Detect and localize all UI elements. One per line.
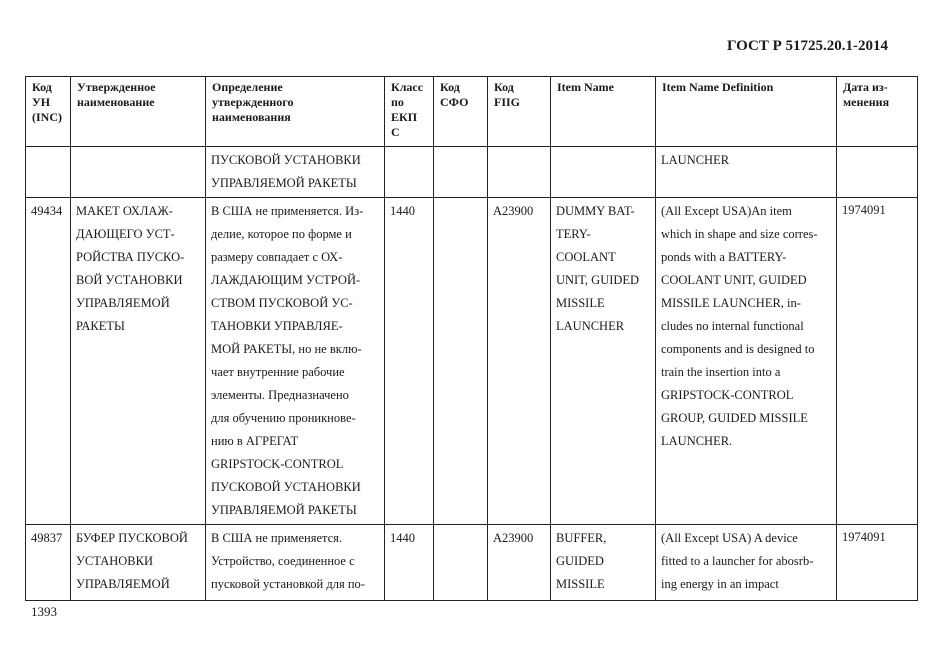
- cell-line: ПУСКОВОЙ УСТАНОВКИ: [211, 153, 361, 167]
- cell-line: МОЙ РАКЕТЫ, но не вклю-: [211, 342, 362, 356]
- document-id: ГОСТ Р 51725.20.1-2014: [726, 38, 888, 54]
- col-inc-cell: [26, 147, 71, 198]
- cell-line: пусковой установкой для по-: [211, 577, 365, 591]
- cell-value: 1974091: [842, 203, 886, 217]
- cell-value: A23900: [493, 531, 534, 545]
- header-line: наименование: [77, 95, 155, 109]
- cell-line: нию в АГРЕГАТ: [211, 434, 299, 448]
- cell-line: В США не применяется. Из-: [211, 204, 364, 218]
- cell-line: (All Except USA) A device: [661, 531, 798, 545]
- header-line: ЕКП: [391, 110, 418, 124]
- header-line: FIIG: [494, 95, 521, 109]
- cell-line: УПРАВЛЯЕМОЙ РАКЕТЫ: [211, 176, 357, 190]
- cell-line: (All Except USA)An item: [661, 204, 792, 218]
- cell-value: 1974091: [842, 530, 886, 544]
- col-inc-header: [26, 77, 71, 147]
- cell-value: 49837: [31, 531, 63, 545]
- cell-line: РОЙСТВА ПУСКО-: [76, 250, 185, 264]
- col-item-definition-header: [656, 77, 837, 147]
- col-name-header: [71, 77, 206, 147]
- col-item-definition-cell: [656, 525, 837, 601]
- cell-line: для обучению проникнове-: [211, 411, 356, 425]
- header-line: Код: [440, 80, 460, 94]
- cell-line: УПРАВЛЯЕМОЙ РАКЕТЫ: [211, 503, 357, 517]
- cell-line: БУФЕР ПУСКОВОЙ: [76, 531, 188, 545]
- col-item-name-cell: [551, 525, 656, 601]
- col-date-cell: [837, 525, 918, 601]
- cell-line: UNIT, GUIDED: [556, 273, 640, 287]
- cell-value: 1440: [390, 531, 415, 545]
- cell-line: MISSILE: [556, 296, 605, 310]
- cell-line: train the insertion into a: [661, 365, 781, 379]
- cell-line: DUMMY BAT-: [556, 204, 635, 218]
- col-fiig-cell: [488, 525, 551, 601]
- cell-line: МАКЕТ ОХЛАЖ-: [76, 204, 173, 218]
- col-fiig-cell: [488, 147, 551, 198]
- header-line: С: [391, 125, 400, 139]
- header-line: Дата из-: [843, 80, 888, 94]
- header-line: по: [391, 95, 404, 109]
- cell-line: делие, которое по форме и: [211, 227, 352, 241]
- col-ekps-cell: [385, 147, 434, 198]
- table-row: [26, 525, 918, 601]
- header-line: Item Name Definition: [662, 80, 774, 94]
- col-name-cell: [71, 198, 206, 525]
- col-sfo-cell: [434, 525, 488, 601]
- col-sfo-header: [434, 77, 488, 147]
- header-line: Определение: [212, 80, 283, 94]
- cell-line: LAUNCHER: [556, 319, 625, 333]
- table-row: [26, 147, 918, 198]
- cell-line: ДАЮЩЕГО УСТ-: [76, 227, 175, 241]
- header-line: Item Name: [557, 80, 614, 94]
- col-definition-header: [206, 77, 385, 147]
- cell-line: УПРАВЛЯЕМОЙ: [76, 577, 170, 591]
- col-definition-cell: [206, 147, 385, 198]
- cell-line: СТВОМ ПУСКОВОЙ УС-: [211, 296, 353, 310]
- cell-line: LAUNCHER.: [661, 434, 733, 448]
- col-item-definition-cell: [656, 198, 837, 525]
- col-inc-cell: [26, 198, 71, 525]
- col-fiig-header: [488, 77, 551, 147]
- col-item-name-cell: [551, 198, 656, 525]
- col-definition-cell: [206, 198, 385, 525]
- cell-line: COOLANT: [556, 250, 616, 264]
- cell-line: MISSILE LAUNCHER, in-: [661, 296, 801, 310]
- col-item-name-cell: [551, 147, 656, 198]
- cell-line: ТАНОВКИ УПРАВЛЯЕ-: [211, 319, 343, 333]
- header-line: Код: [32, 80, 52, 94]
- col-item-name-header: [551, 77, 656, 147]
- cell-value: 1440: [390, 204, 415, 218]
- page-number: 1393: [31, 604, 57, 619]
- header-line: наименования: [212, 110, 291, 124]
- col-date-header: [837, 77, 918, 147]
- cell-line: чает внутренние рабочие: [211, 365, 345, 379]
- cell-line: MISSILE: [556, 577, 605, 591]
- col-definition-cell: [206, 525, 385, 601]
- cell-line: which in shape and size corres-: [661, 227, 818, 241]
- col-sfo-cell: [434, 147, 488, 198]
- cell-line: cludes no internal functional: [661, 319, 804, 333]
- col-ekps-cell: [385, 198, 434, 525]
- cell-line: УСТАНОВКИ: [76, 554, 153, 568]
- col-name-cell: [71, 525, 206, 601]
- cell-line: РАКЕТЫ: [76, 319, 125, 333]
- col-inc-cell: [26, 525, 71, 601]
- cell-line: LAUNCHER: [661, 153, 730, 167]
- cell-line: COOLANT UNIT, GUIDED: [661, 273, 807, 287]
- cell-line: размеру совпадает с ОХ-: [211, 250, 343, 264]
- cell-line: GRIPSTOCK-CONTROL: [661, 388, 794, 402]
- col-date-cell: [837, 147, 918, 198]
- cell-line: Устройство, соединенное с: [211, 554, 355, 568]
- catalog-table: [25, 76, 918, 601]
- cell-line: TERY-: [556, 227, 591, 241]
- cell-line: BUFFER,: [556, 531, 607, 545]
- col-date-cell: [837, 198, 918, 525]
- header-line: Утвержденное: [77, 80, 156, 94]
- header-line: УН: [32, 95, 51, 109]
- cell-line: В США не применяется.: [211, 531, 343, 545]
- col-item-definition-cell: [656, 147, 837, 198]
- cell-line: ПУСКОВОЙ УСТАНОВКИ: [211, 480, 361, 494]
- header-line: СФО: [440, 95, 469, 109]
- col-ekps-cell: [385, 525, 434, 601]
- col-name-cell: [71, 147, 206, 198]
- cell-line: GROUP, GUIDED MISSILE: [661, 411, 808, 425]
- cell-line: элементы. Предназначено: [211, 388, 349, 402]
- cell-line: GRIPSTOCK-CONTROL: [211, 457, 344, 471]
- cell-value: A23900: [493, 204, 534, 218]
- header-line: (INC): [32, 110, 62, 124]
- header-line: утвержденного: [212, 95, 294, 109]
- cell-line: ЛАЖДАЮЩИМ УСТРОЙ-: [211, 273, 361, 287]
- cell-line: components and is designed to: [661, 342, 815, 356]
- cell-line: УПРАВЛЯЕМОЙ: [76, 296, 170, 310]
- table-row: [26, 198, 918, 525]
- cell-line: ВОЙ УСТАНОВКИ: [76, 273, 183, 287]
- header-line: Код: [494, 80, 514, 94]
- cell-line: fitted to a launcher for abosrb-: [661, 554, 814, 568]
- col-ekps-header: [385, 77, 434, 147]
- header-row: [26, 77, 918, 147]
- cell-value: 49434: [31, 204, 63, 218]
- header-line: менения: [843, 95, 890, 109]
- col-fiig-cell: [488, 198, 551, 525]
- cell-line: ponds with a BATTERY-: [661, 250, 787, 264]
- col-sfo-cell: [434, 198, 488, 525]
- header-line: Класс: [391, 80, 424, 94]
- cell-line: ing energy in an impact: [661, 577, 779, 591]
- cell-line: GUIDED: [556, 554, 604, 568]
